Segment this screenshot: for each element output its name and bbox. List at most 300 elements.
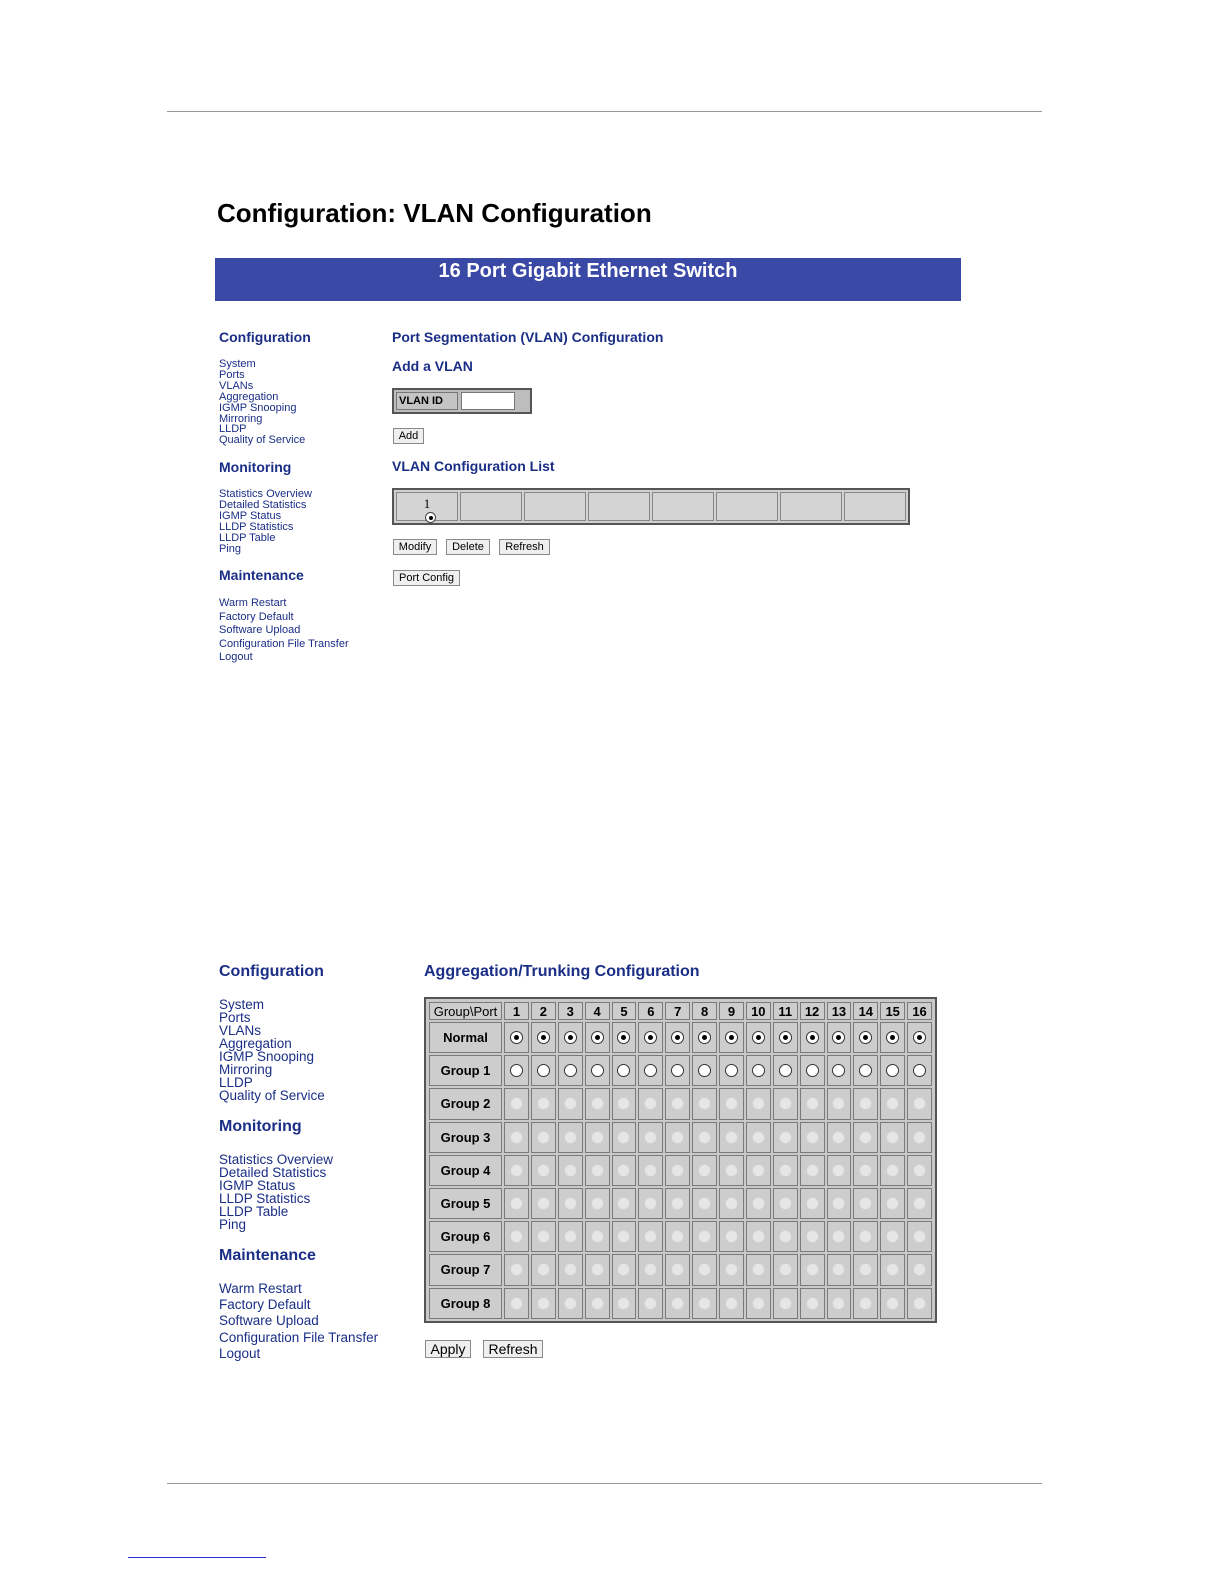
aggregation-cell xyxy=(719,1254,744,1285)
group-port-radio[interactable] xyxy=(644,1031,657,1044)
aggregation-cell xyxy=(853,1088,878,1119)
group-label: Group 2 xyxy=(429,1088,502,1119)
aggregation-cell xyxy=(880,1088,905,1119)
group-port-radio xyxy=(779,1197,792,1210)
sidebar-item-lldp-table[interactable]: LLDP Table xyxy=(219,1204,289,1219)
group-port-radio xyxy=(671,1230,684,1243)
aggregation-cell xyxy=(746,1288,771,1319)
sidebar-item-ports[interactable]: Ports xyxy=(219,1010,251,1025)
group-port-radio[interactable] xyxy=(617,1031,630,1044)
group-label: Group 1 xyxy=(429,1055,502,1086)
sidebar-item-detailed-statistics[interactable]: Detailed Statistics xyxy=(219,1165,327,1180)
vlan-configuration-list xyxy=(392,488,910,525)
aggregation-cell xyxy=(853,1221,878,1252)
group-port-radio[interactable] xyxy=(806,1064,819,1077)
group-port-radio xyxy=(859,1297,872,1310)
aggregation-cell xyxy=(504,1022,529,1053)
aggregation-cell xyxy=(746,1088,771,1119)
port-header: 9 xyxy=(719,1002,744,1020)
aggregation-cell xyxy=(692,1022,717,1053)
group-port-radio[interactable] xyxy=(510,1031,523,1044)
group-port-radio xyxy=(886,1131,899,1144)
sidebar-item-lldp[interactable]: LLDP xyxy=(219,423,247,436)
aggregation-cell xyxy=(612,1188,637,1219)
group-port-radio xyxy=(752,1263,765,1276)
port-header: 10 xyxy=(746,1002,771,1020)
aggregation-cell xyxy=(773,1088,798,1119)
aggregation-cell xyxy=(827,1055,852,1086)
group-port-radio xyxy=(806,1297,819,1310)
sidebar-item-igmp-snooping[interactable]: IGMP Snooping xyxy=(219,1049,315,1064)
sidebar-item-aggregation[interactable]: Aggregation xyxy=(219,1036,292,1051)
group-port-radio xyxy=(591,1197,604,1210)
aggregation-cell xyxy=(585,1221,610,1252)
apply-button[interactable]: Apply xyxy=(425,1340,471,1358)
footer-link-underline xyxy=(128,1557,266,1558)
group-port-header: Group\Port xyxy=(429,1002,502,1020)
sidebar-item-ports[interactable]: Ports xyxy=(219,368,245,381)
group-port-radio xyxy=(698,1131,711,1144)
group-port-radio[interactable] xyxy=(591,1064,604,1077)
group-port-radio xyxy=(859,1263,872,1276)
group-port-radio xyxy=(671,1131,684,1144)
group-port-radio xyxy=(591,1297,604,1310)
sidebar-item-lldp-table[interactable]: LLDP Table xyxy=(219,531,276,544)
port-header: 16 xyxy=(907,1002,932,1020)
aggregation-cell xyxy=(585,1055,610,1086)
group-port-radio xyxy=(564,1164,577,1177)
sidebar-section-configuration: Configuration xyxy=(219,963,324,980)
group-port-radio[interactable] xyxy=(886,1064,899,1077)
group-port-radio xyxy=(859,1164,872,1177)
switch-banner: 16 Port Gigabit Ethernet Switch xyxy=(215,258,961,301)
group-port-radio xyxy=(564,1230,577,1243)
group-port-radio xyxy=(698,1197,711,1210)
sidebar-section-monitoring: Monitoring xyxy=(219,459,292,475)
group-port-radio xyxy=(537,1230,550,1243)
group-port-radio xyxy=(537,1131,550,1144)
table-row xyxy=(428,1220,933,1253)
group-port-radio xyxy=(617,1097,630,1110)
vlan-list-cell xyxy=(652,492,714,521)
group-port-radio[interactable] xyxy=(832,1031,845,1044)
aggregation-cell xyxy=(531,1188,556,1219)
group-port-radio xyxy=(510,1297,523,1310)
aggregation-cell xyxy=(907,1022,932,1053)
aggregation-cell xyxy=(719,1288,744,1319)
group-port-radio[interactable] xyxy=(617,1064,630,1077)
aggregation-cell xyxy=(638,1122,663,1153)
vlan-list-cell xyxy=(524,492,586,521)
aggregation-cell xyxy=(504,1122,529,1153)
add-vlan-button[interactable]: Add xyxy=(393,428,424,444)
aggregation-cell xyxy=(665,1288,690,1319)
group-port-radio[interactable] xyxy=(510,1064,523,1077)
group-port-radio xyxy=(913,1131,926,1144)
aggregation-cell xyxy=(719,1221,744,1252)
sidebar-item-logout[interactable]: Logout xyxy=(219,1345,261,1361)
aggregation-cell xyxy=(531,1221,556,1252)
vlan-id-box xyxy=(392,388,532,414)
sidebar-item-statistics-overview[interactable]: Statistics Overview xyxy=(219,1152,334,1167)
group-label: Group 6 xyxy=(429,1221,502,1252)
aggregation-cell xyxy=(800,1221,825,1252)
aggregation-cell xyxy=(746,1155,771,1186)
group-port-radio xyxy=(725,1131,738,1144)
sidebar-section-monitoring: Monitoring xyxy=(219,1118,302,1135)
group-port-radio xyxy=(510,1197,523,1210)
aggregation-cell xyxy=(719,1122,744,1153)
group-port-radio[interactable] xyxy=(698,1031,711,1044)
group-port-radio xyxy=(671,1297,684,1310)
table-row xyxy=(428,1154,933,1187)
aggregation-cell xyxy=(558,1288,583,1319)
group-port-radio[interactable] xyxy=(671,1031,684,1044)
aggregation-cell xyxy=(827,1122,852,1153)
aggregation-cell xyxy=(773,1188,798,1219)
group-port-radio xyxy=(779,1297,792,1310)
group-port-radio xyxy=(537,1297,550,1310)
group-port-radio xyxy=(752,1230,765,1243)
group-port-radio xyxy=(779,1131,792,1144)
aggregation-cell xyxy=(504,1221,529,1252)
aggregation-cell xyxy=(585,1288,610,1319)
sidebar-item-software-upload[interactable]: Software Upload xyxy=(219,1313,319,1329)
aggregation-cell xyxy=(638,1155,663,1186)
aggregation-cell xyxy=(585,1254,610,1285)
vlan-refresh-button[interactable]: Refresh xyxy=(499,539,550,555)
aggregation-cell xyxy=(692,1221,717,1252)
sidebar-item-statistics-overview[interactable]: Statistics Overview xyxy=(219,488,312,500)
aggregation-cell xyxy=(612,1288,637,1319)
group-port-radio xyxy=(564,1263,577,1276)
sidebar-item-lldp[interactable]: LLDP xyxy=(219,1075,253,1090)
group-port-radio[interactable] xyxy=(859,1064,872,1077)
group-port-radio xyxy=(537,1197,550,1210)
group-port-radio xyxy=(806,1263,819,1276)
group-port-radio xyxy=(617,1197,630,1210)
table-row xyxy=(428,1054,933,1087)
sidebar-item-aggregation[interactable]: Aggregation xyxy=(219,390,279,403)
aggregation-cell xyxy=(907,1221,932,1252)
sidebar-item-mirroring[interactable]: Mirroring xyxy=(219,412,263,425)
aggregation-cell xyxy=(880,1155,905,1186)
aggregation-cell xyxy=(853,1288,878,1319)
add-vlan-heading: Add a VLAN xyxy=(392,358,473,374)
group-port-radio xyxy=(886,1263,899,1276)
aggregation-header-row xyxy=(428,1001,933,1021)
group-port-radio xyxy=(859,1097,872,1110)
group-port-radio xyxy=(752,1297,765,1310)
table-row xyxy=(428,1253,933,1286)
aggregation-cell xyxy=(827,1022,852,1053)
sidebar-item-warm-restart[interactable]: Warm Restart xyxy=(219,1281,302,1296)
vlan-id-input[interactable] xyxy=(461,392,515,410)
port-header: 3 xyxy=(558,1002,583,1020)
group-port-radio xyxy=(859,1230,872,1243)
group-port-radio xyxy=(913,1097,926,1110)
group-port-radio xyxy=(510,1097,523,1110)
group-port-radio xyxy=(779,1263,792,1276)
group-port-radio xyxy=(913,1297,926,1310)
aggregation-cell xyxy=(773,1254,798,1285)
sidebar-item-configuration-file-transfer[interactable]: Configuration File Transfer xyxy=(219,1329,379,1345)
group-port-radio xyxy=(591,1164,604,1177)
group-port-radio xyxy=(752,1097,765,1110)
port-header: 12 xyxy=(800,1002,825,1020)
group-port-radio xyxy=(617,1164,630,1177)
aggregation-cell xyxy=(853,1188,878,1219)
aggregation-cell xyxy=(692,1122,717,1153)
aggregation-cell xyxy=(746,1221,771,1252)
group-port-radio xyxy=(779,1230,792,1243)
aggregation-cell xyxy=(853,1022,878,1053)
group-port-radio xyxy=(644,1297,657,1310)
group-port-radio xyxy=(510,1230,523,1243)
port-header: 2 xyxy=(531,1002,556,1020)
group-port-radio[interactable] xyxy=(913,1064,926,1077)
sidebar-item-mirroring[interactable]: Mirroring xyxy=(219,1062,273,1077)
aggregation-cell xyxy=(638,1022,663,1053)
group-port-radio xyxy=(725,1097,738,1110)
aggregation-cell xyxy=(773,1155,798,1186)
aggregation-cell xyxy=(585,1155,610,1186)
aggregation-cell xyxy=(746,1055,771,1086)
aggregation-cell xyxy=(612,1254,637,1285)
sidebar-item-factory-default[interactable]: Factory Default xyxy=(219,1297,311,1313)
aggregation-cell xyxy=(773,1221,798,1252)
group-port-radio[interactable] xyxy=(752,1031,765,1044)
aggregation-cell xyxy=(531,1254,556,1285)
aggregation-cell xyxy=(638,1221,663,1252)
group-port-radio xyxy=(752,1197,765,1210)
vlan-list-cell xyxy=(716,492,778,521)
port-header: 5 xyxy=(612,1002,637,1020)
sidebar-section-configuration: Configuration xyxy=(219,329,311,345)
group-port-radio[interactable] xyxy=(806,1031,819,1044)
group-port-radio xyxy=(617,1230,630,1243)
sidebar-item-system[interactable]: System xyxy=(219,997,265,1012)
aggregation-cell xyxy=(558,1022,583,1053)
sidebar-item-warm-restart[interactable]: Warm Restart xyxy=(219,597,287,609)
sidebar-item-igmp-status[interactable]: IGMP Status xyxy=(219,1178,296,1193)
group-label: Group 3 xyxy=(429,1122,502,1153)
table-row xyxy=(428,1121,933,1154)
port-header: 1 xyxy=(504,1002,529,1020)
aggregation-cell xyxy=(800,1288,825,1319)
group-port-radio xyxy=(832,1197,845,1210)
aggregation-cell xyxy=(692,1088,717,1119)
group-port-radio xyxy=(617,1297,630,1310)
aggregation-cell xyxy=(800,1022,825,1053)
group-port-radio xyxy=(644,1097,657,1110)
group-port-radio xyxy=(564,1297,577,1310)
group-port-radio[interactable] xyxy=(779,1031,792,1044)
sidebar-item-system[interactable]: System xyxy=(219,358,256,370)
aggregation-cell xyxy=(612,1122,637,1153)
aggregation-cell xyxy=(800,1088,825,1119)
aggregation-cell xyxy=(880,1122,905,1153)
group-port-radio[interactable] xyxy=(886,1031,899,1044)
group-port-radio[interactable] xyxy=(832,1064,845,1077)
aggregation-cell xyxy=(827,1221,852,1252)
group-port-radio xyxy=(913,1164,926,1177)
aggregation-cell xyxy=(665,1088,690,1119)
sidebar-item-software-upload[interactable]: Software Upload xyxy=(219,624,301,636)
aggregation-cell xyxy=(558,1088,583,1119)
group-port-radio xyxy=(617,1131,630,1144)
sidebar-item-vlans[interactable]: VLANs xyxy=(219,1023,262,1038)
group-port-radio[interactable] xyxy=(591,1031,604,1044)
sidebar-section-maintenance: Maintenance xyxy=(219,567,304,583)
sidebar-item-igmp-status[interactable]: IGMP Status xyxy=(219,509,282,522)
vlan-list-cell xyxy=(780,492,842,521)
sidebar-item-detailed-statistics[interactable]: Detailed Statistics xyxy=(219,498,307,511)
aggregation-cell xyxy=(907,1254,932,1285)
aggregation-cell xyxy=(504,1055,529,1086)
top-rule xyxy=(167,111,1042,112)
sidebar-item-quality-of-service[interactable]: Quality of Service xyxy=(219,434,306,447)
aggregation-cell xyxy=(746,1254,771,1285)
aggregation-cell xyxy=(880,1055,905,1086)
aggregation-cell xyxy=(800,1254,825,1285)
group-port-radio[interactable] xyxy=(537,1064,550,1077)
aggregation-cell xyxy=(612,1055,637,1086)
aggregation-refresh-button[interactable]: Refresh xyxy=(483,1340,543,1358)
group-port-radio xyxy=(591,1230,604,1243)
aggregation-cell xyxy=(531,1288,556,1319)
aggregation-cell xyxy=(531,1122,556,1153)
group-port-radio[interactable] xyxy=(725,1064,738,1077)
group-port-radio xyxy=(537,1097,550,1110)
modify-button[interactable]: Modify xyxy=(393,539,437,555)
group-port-radio xyxy=(913,1197,926,1210)
group-port-radio[interactable] xyxy=(671,1064,684,1077)
aggregation-cell xyxy=(827,1288,852,1319)
aggregation-cell xyxy=(612,1155,637,1186)
group-label: Normal xyxy=(429,1022,502,1053)
sidebar-item-factory-default[interactable]: Factory Default xyxy=(219,610,294,623)
sidebar-item-lldp-statistics[interactable]: LLDP Statistics xyxy=(219,520,294,533)
port-header: 4 xyxy=(585,1002,610,1020)
sidebar-item-configuration-file-transfer[interactable]: Configuration File Transfer xyxy=(219,637,349,650)
group-port-radio xyxy=(671,1097,684,1110)
group-port-radio xyxy=(752,1164,765,1177)
sidebar-item-vlans[interactable]: VLANs xyxy=(219,379,254,392)
aggregation-cell xyxy=(907,1088,932,1119)
group-port-radio xyxy=(913,1230,926,1243)
aggregation-cell xyxy=(531,1022,556,1053)
group-port-radio xyxy=(859,1197,872,1210)
group-port-radio xyxy=(832,1297,845,1310)
group-port-radio xyxy=(644,1230,657,1243)
delete-button[interactable]: Delete xyxy=(446,539,490,555)
group-port-radio xyxy=(886,1097,899,1110)
group-label: Group 8 xyxy=(429,1288,502,1319)
group-port-radio xyxy=(832,1230,845,1243)
group-port-radio[interactable] xyxy=(779,1064,792,1077)
group-port-radio xyxy=(698,1097,711,1110)
sidebar-item-ping[interactable]: Ping xyxy=(219,1217,247,1232)
aggregation-cell xyxy=(504,1288,529,1319)
group-port-radio xyxy=(886,1297,899,1310)
group-port-radio xyxy=(886,1230,899,1243)
vlan-list-cell xyxy=(460,492,522,521)
aggregation-cell xyxy=(585,1022,610,1053)
group-port-radio[interactable] xyxy=(644,1064,657,1077)
group-port-radio[interactable] xyxy=(752,1064,765,1077)
group-label: Group 5 xyxy=(429,1188,502,1219)
aggregation-cell xyxy=(853,1122,878,1153)
aggregation-cell xyxy=(773,1022,798,1053)
vlan-select-radio[interactable] xyxy=(425,512,436,523)
aggregation-cell xyxy=(880,1254,905,1285)
sidebar-item-logout[interactable]: Logout xyxy=(219,651,253,663)
aggregation-cell xyxy=(665,1254,690,1285)
vlan-list-heading: VLAN Configuration List xyxy=(392,458,555,474)
table-row xyxy=(428,1187,933,1220)
aggregation-cell xyxy=(558,1188,583,1219)
group-port-radio xyxy=(832,1131,845,1144)
sidebar-item-igmp-snooping[interactable]: IGMP Snooping xyxy=(219,401,297,414)
group-port-radio xyxy=(725,1297,738,1310)
group-port-radio xyxy=(859,1131,872,1144)
aggregation-cell xyxy=(612,1221,637,1252)
aggregation-cell xyxy=(692,1254,717,1285)
sidebar-item-quality-of-service[interactable]: Quality of Service xyxy=(219,1088,325,1103)
aggregation-cell xyxy=(531,1088,556,1119)
port-header: 6 xyxy=(638,1002,663,1020)
group-port-radio xyxy=(698,1230,711,1243)
sidebar-section-maintenance: Maintenance xyxy=(219,1247,316,1264)
group-port-radio[interactable] xyxy=(725,1031,738,1044)
aggregation-cell xyxy=(907,1188,932,1219)
group-port-radio[interactable] xyxy=(859,1031,872,1044)
group-port-radio xyxy=(510,1131,523,1144)
group-port-radio xyxy=(913,1263,926,1276)
group-label: Group 4 xyxy=(429,1155,502,1186)
aggregation-cell xyxy=(692,1288,717,1319)
sidebar-item-lldp-statistics[interactable]: LLDP Statistics xyxy=(219,1191,311,1206)
port-header: 7 xyxy=(665,1002,690,1020)
aggregation-cell xyxy=(773,1122,798,1153)
sidebar-item-ping[interactable]: Ping xyxy=(219,542,242,555)
group-port-radio[interactable] xyxy=(913,1031,926,1044)
group-port-radio[interactable] xyxy=(564,1064,577,1077)
aggregation-cell xyxy=(827,1188,852,1219)
group-port-radio xyxy=(779,1164,792,1177)
group-port-radio[interactable] xyxy=(698,1064,711,1077)
aggregation-page-title: Aggregation/Trunking Configuration xyxy=(424,963,700,980)
vlan-list-cell xyxy=(844,492,906,521)
group-port-radio xyxy=(698,1263,711,1276)
aggregation-cell xyxy=(558,1221,583,1252)
aggregation-cell xyxy=(800,1155,825,1186)
aggregation-cell xyxy=(746,1188,771,1219)
aggregation-cell xyxy=(692,1155,717,1186)
port-header: 15 xyxy=(880,1002,905,1020)
aggregation-cell xyxy=(880,1188,905,1219)
group-port-radio[interactable] xyxy=(564,1031,577,1044)
aggregation-cell xyxy=(719,1088,744,1119)
group-port-radio[interactable] xyxy=(537,1031,550,1044)
port-config-button[interactable]: Port Config xyxy=(393,570,460,586)
vlan-list-cell[interactable] xyxy=(396,492,458,521)
group-port-radio xyxy=(779,1097,792,1110)
aggregation-cell xyxy=(585,1188,610,1219)
group-label: Group 7 xyxy=(429,1254,502,1285)
aggregation-cell xyxy=(665,1221,690,1252)
